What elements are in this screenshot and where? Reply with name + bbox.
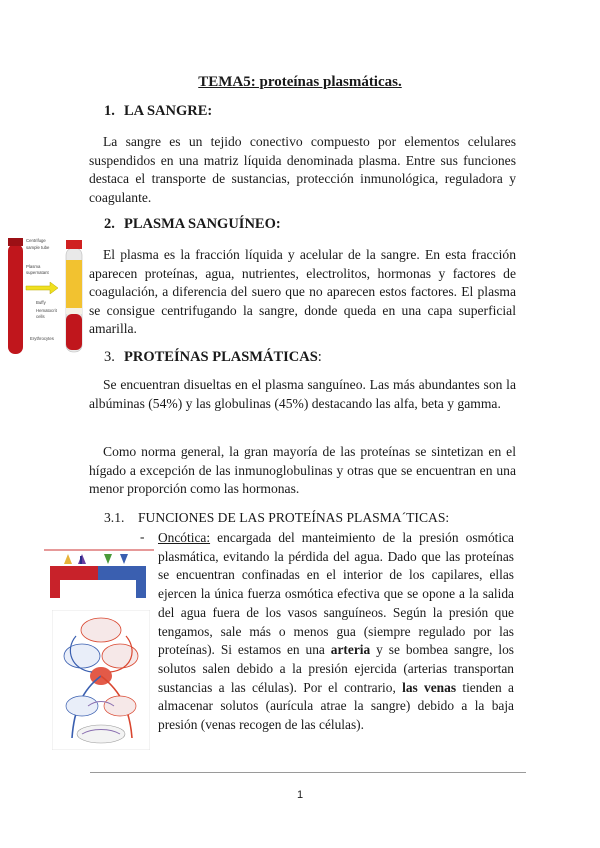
svg-text:Buffy: Buffy xyxy=(36,300,46,305)
subsection-3-1-heading xyxy=(104,510,449,526)
bullet-term: Oncótica: xyxy=(158,530,211,545)
bold-arteria: arteria xyxy=(330,642,371,658)
bold-las-venas: las venas xyxy=(402,679,457,695)
buffy-coat-layer xyxy=(66,308,82,314)
svg-text:Hematocrit: Hematocrit xyxy=(36,308,57,313)
page-number: 1 xyxy=(296,789,304,801)
subsection-3-1-number: 3.1. xyxy=(104,510,125,525)
venous-end xyxy=(98,566,146,580)
svg-text:Centrifuge: Centrifuge xyxy=(26,238,46,243)
plasma-layer xyxy=(66,260,82,308)
section-3-title: PROTEÍNAS PLASMÁTICAS xyxy=(124,349,318,365)
section-3-paragraph-1: Se encuentran disueltas en el plasma sanguíneo. Las más abundantes son la albúminas (54%) y las globulinas (45%) destacando las alfa, beta y gamma. xyxy=(89,377,516,411)
section-1-heading xyxy=(104,103,212,120)
bullet-oncotica-paragraph: Oncótica: encargada del manteimiento de la presión osmótica plasmática, evitando la pérdida del agua. Dado que las proteínas se encuentran confinadas en el interior de los capilares, ellas ejercen la única fuerza osmótica efectiva que se opone a la salida del agua fuera de los vasos sanguíneos. Según la presión que tengamos, sale más o menos gua (siempre regulado por las proteínas). Si estamos en una arteria y se bombea sangre, los solutos salen debido a la presión ejercida (arterias transportan sustancias a las células). Por el contrario, las venas tienden a almacenar solutos (aurícula atrae la sangre) debido a la baja presión (venas recogen de las células). xyxy=(158,530,514,733)
svg-text:Erythrocytes: Erythrocytes xyxy=(30,336,54,341)
section-2-heading xyxy=(104,216,281,233)
arterial-end xyxy=(50,566,98,580)
svg-text:cells: cells xyxy=(36,314,45,319)
section-2-title: PLASMA SANGUÍNEO: xyxy=(124,216,281,232)
capillary-pressure-diagram xyxy=(44,548,154,600)
svg-text:Plasma: Plasma xyxy=(26,264,41,269)
subsection-3-1-title: FUNCIONES DE LAS PROTEÍNAS PLASMA´TICAS: xyxy=(138,510,450,525)
whole-blood-tube xyxy=(8,244,23,354)
centrifuge-arrow-icon xyxy=(26,282,58,294)
bullet-marker: - xyxy=(140,529,145,544)
page-title: TEMA5: proteínas plasmáticas. xyxy=(198,74,402,90)
circulatory-system-diagram xyxy=(52,610,150,750)
section-3-paragraph-2: Como norma general, la gran mayoría de las proteínas se sintetizan en el hígado a excepción de las inmunoglobulinas y otras que se encuentran en una menor proporción como las hormonas. xyxy=(89,444,516,497)
section-3-heading: 3. PROTEÍNAS PLASMÁTICAS: xyxy=(104,349,322,365)
section-2-number: 2. xyxy=(104,216,115,232)
centrifuged-blood-tubes-figure xyxy=(0,232,92,360)
footer-divider xyxy=(90,772,526,773)
section-3-number: 3. xyxy=(104,349,115,365)
section-1-paragraph: La sangre es un tejido conectivo compuesto por elementos celulares suspendidos en una matriz líquida denominada plasma. Entre sus funciones destaca el transporte de sustancias, protección inmunológica, reguladora y coagulante. xyxy=(89,134,516,205)
svg-text:supernatant: supernatant xyxy=(26,270,49,275)
svg-text:sample tube: sample tube xyxy=(26,245,50,250)
red-cell-layer xyxy=(66,314,82,350)
section-1-number: 1. xyxy=(104,103,115,119)
section-1-title: LA SANGRE: xyxy=(124,103,213,119)
section-2-paragraph: El plasma es la fracción líquida y acelular de la sangre. En esta fracción aparecen proteínas, agua, nutrientes, electrolitos, hormonas y factores de coagulación, a diferencia del suero que no aparecen estos factores. El plasma se consigue centrifugando la sangre, donde queda en una capa superficial amarilla. xyxy=(89,247,516,337)
